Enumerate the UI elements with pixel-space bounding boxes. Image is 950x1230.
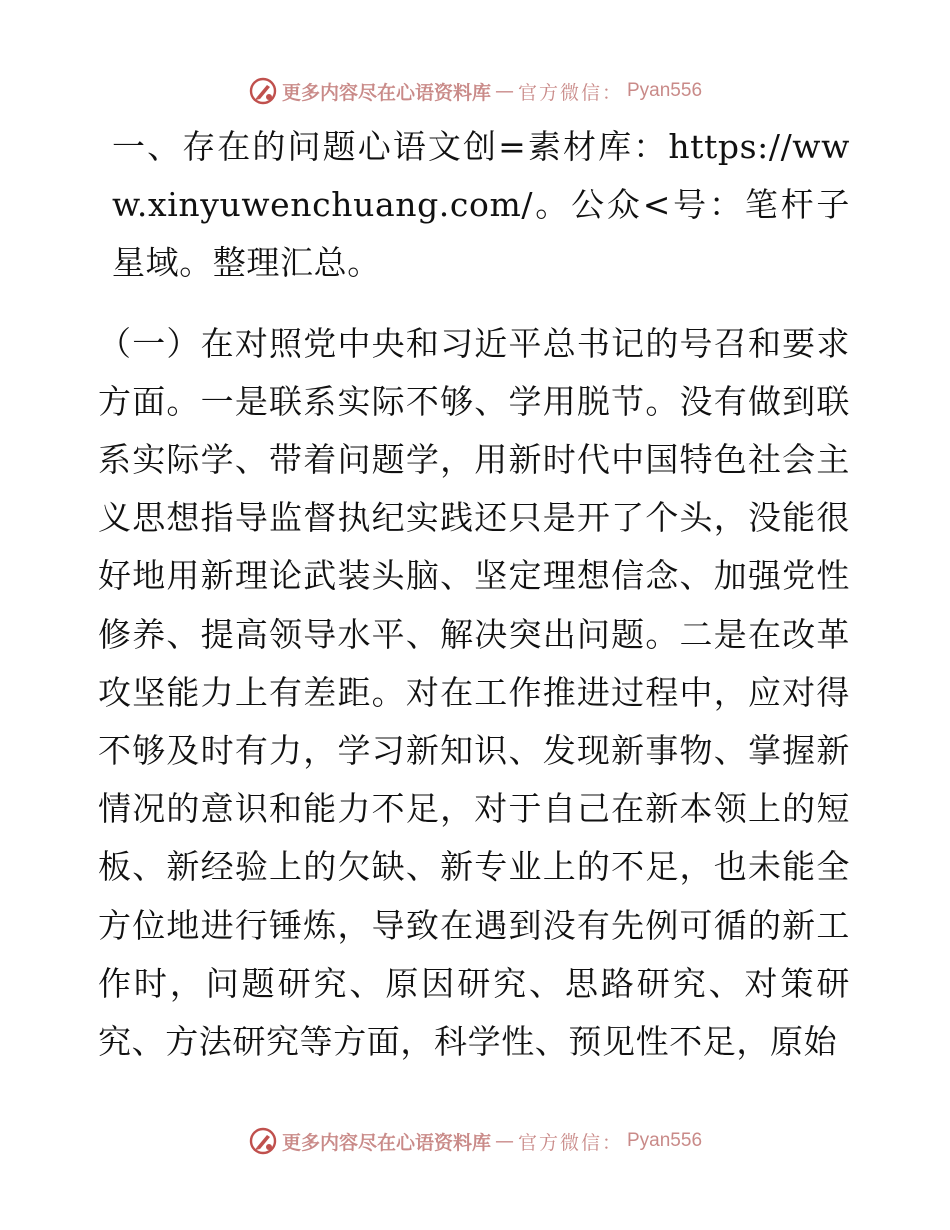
watermark-label: 官方微信：: [517, 1131, 623, 1154]
document-body: [98, 118, 850, 1071]
watermark-separator: —: [494, 1130, 514, 1152]
pen-logo-icon: [248, 1126, 278, 1156]
pen-logo-icon: [248, 76, 278, 106]
section-heading: 一、存在的问题心语文创=素材库：https://www.xinyuwenchuang.com/。公众<号：笔杆子星域。整理汇总。: [112, 127, 850, 283]
watermark-separator: —: [494, 80, 514, 102]
watermark-label: 官方微信：: [517, 81, 623, 104]
watermark-text: 更多内容尽在心语资料库: [281, 81, 491, 104]
watermark-id: Pyan556: [627, 80, 703, 101]
body-paragraph: （一）在对照党中央和习近平总书记的号召和要求方面。一是联系实际不够、学用脱节。没有做到联系实际学、带着问题学，用新时代中国特色社会主义思想指导监督执纪实践还只是开了个头，没能很好地用新理论武装头脑、坚定理想信念、加强党性修养、提高领导水平、解决突出问题。二是在改革攻坚能力上有差距。对在工作推进过程中，应对得不够及时有力，学习新知识、发现新事物、掌握新情况的意识和能力不足，对于自己在新本领上的短板、新经验上的欠缺、新专业上的不足，也未能全方位地进行锤炼，导致在遇到没有先例可循的新工作时，问题研究、原因研究、思路研究、对策研究、方法研究等方面，科学性、预见性不足，原始: [98, 323, 850, 1062]
header-watermark: [0, 71, 950, 111]
watermark-id: Pyan556: [627, 1130, 703, 1151]
footer-watermark: [0, 1121, 950, 1161]
watermark-text: 更多内容尽在心语资料库: [281, 1131, 491, 1154]
